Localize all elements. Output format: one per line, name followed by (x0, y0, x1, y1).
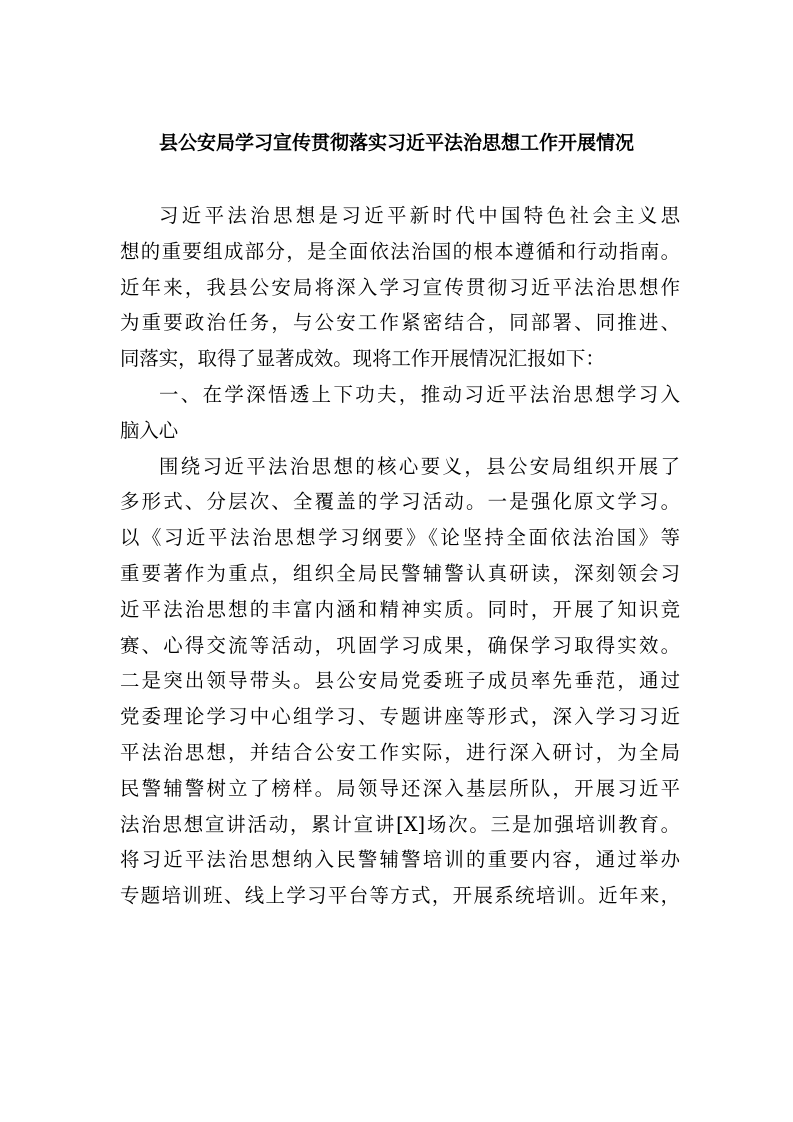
text-line: 为重要政治任务，与公安工作紧密结合，同部署、同推进、 (120, 311, 680, 335)
text-line: 近年来，我县公安局将深入学习宣传贯彻习近平法治思想作 (120, 275, 680, 299)
text-line: 将习近平法治思想纳入民警辅警培训的重要内容，通过举办 (120, 848, 680, 872)
text-line: 想的重要组成部分，是全面依法治国的根本遵循和行动指南。 (120, 239, 680, 263)
text-line: 重要著作为重点，组织全局民警辅警认真研读，深刻领会习 (120, 561, 680, 585)
document-body (120, 198, 680, 914)
text-line: 围绕习近平法治思想的核心要义，县公安局组织开展了 (159, 454, 680, 478)
text-line: 同落实，取得了显著成效。现将工作开展情况汇报如下： (120, 347, 605, 371)
text-line: 党委理论学习中心组学习、专题讲座等形式，深入学习习近 (120, 705, 680, 729)
text-line: 平法治思想，并结合公安工作实际，进行深入研讨，为全局 (120, 740, 680, 764)
text-line: 脑入心 (120, 418, 179, 442)
text-line: 赛、心得交流等活动，巩固学习成果，确保学习取得实效。 (120, 633, 680, 657)
text-line: 习近平法治思想是习近平新时代中国特色社会主义思 (159, 204, 680, 227)
document-title: 县公安局学习宣传贯彻落实习近平法治思想工作开展情况 (158, 132, 634, 154)
text-line: 一、在学深悟透上下功夫，推动习近平法治思想学习入 (159, 382, 680, 406)
text-line: 法治思想宣讲活动，累计宣讲[X]场次。三是加强培训教育。 (120, 812, 680, 836)
text-line: 以《习近平法治思想学习纲要》《论坚持全面依法治国》等 (120, 526, 680, 550)
text-line: 近平法治思想的丰富内涵和精神实质。同时，开展了知识竞 (120, 597, 680, 621)
text-line: 专题培训班、线上学习平台等方式，开展系统培训。近年来， (120, 884, 680, 908)
text-line: 民警辅警树立了榜样。局领导还深入基层所队，开展习近平 (120, 776, 680, 800)
text-line: 多形式、分层次、全覆盖的学习活动。一是强化原文学习。 (120, 490, 680, 514)
text-line: 二是突出领导带头。县公安局党委班子成员率先垂范，通过 (120, 669, 680, 693)
